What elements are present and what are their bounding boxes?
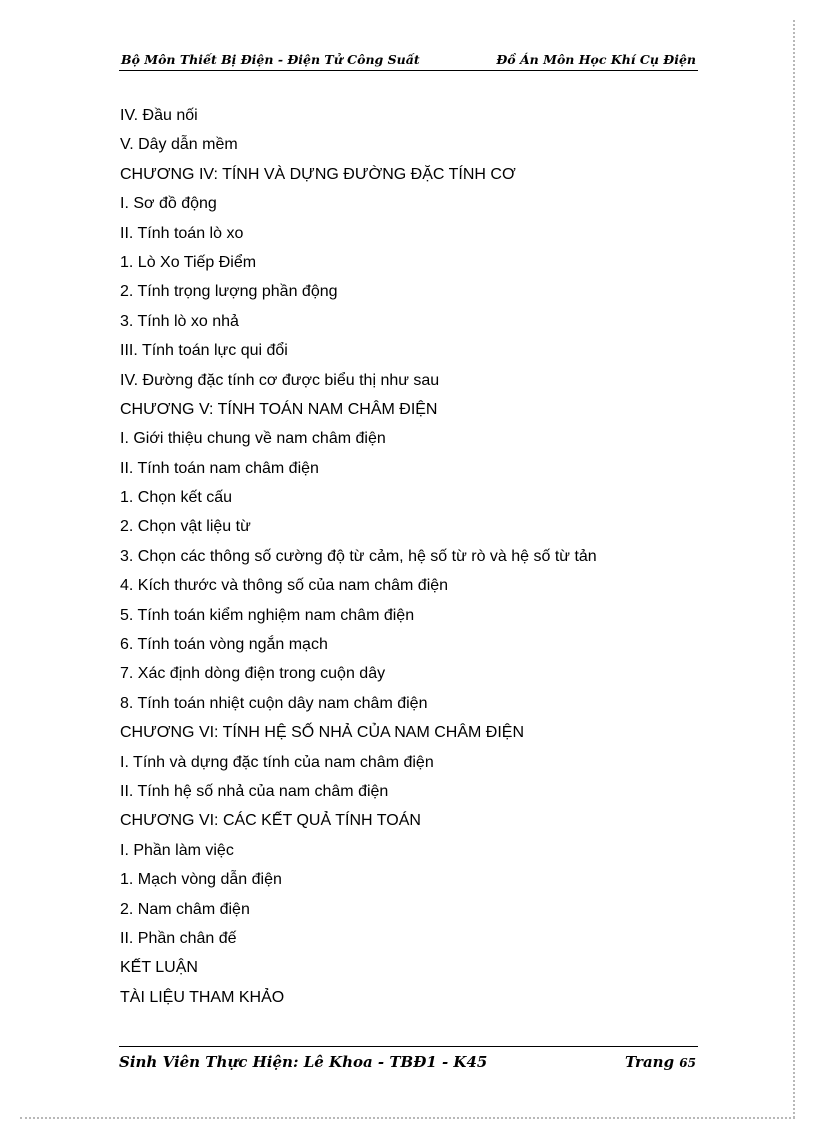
toc-entry: III. Tính toán lực qui đổi: [120, 342, 288, 360]
toc-entry: CHƯƠNG V: TÍNH TOÁN NAM CHÂM ĐIỆN: [120, 400, 438, 418]
page-border-right: [793, 20, 795, 1118]
toc-entry: 2. Chọn vật liệu từ: [120, 518, 251, 536]
toc-entry: I. Sơ đồ động: [120, 195, 217, 213]
table-of-contents: [120, 101, 720, 1012]
toc-entry: CHƯƠNG VI: CÁC KẾT QUẢ TÍNH TOÁN: [120, 812, 421, 830]
toc-entry: IV. Đường đặc tính cơ được biểu thị như sau: [120, 371, 440, 389]
footer-student: Sinh Viên Thực Hiện: Lê Khoa - TBĐ1 - K45: [119, 1053, 488, 1071]
toc-entry: 8. Tính toán nhiệt cuộn dây nam châm điện: [120, 694, 428, 712]
toc-entry: I. Phần làm việc: [120, 841, 234, 859]
toc-entry: 3. Chọn các thông số cường độ từ cảm, hệ số từ rò và hệ số từ tản: [120, 547, 597, 565]
toc-entry: 6. Tính toán vòng ngắn mạch: [120, 636, 328, 654]
toc-entry: I. Tính và dựng đặc tính của nam châm điện: [120, 753, 434, 771]
toc-entry: TÀI LIỆU THAM KHẢO: [120, 988, 285, 1006]
page-border-bottom: [20, 1117, 795, 1119]
toc-entry: II. Tính toán lò xo: [120, 224, 244, 242]
toc-entry: IV. Đầu nối: [120, 107, 198, 124]
header-department: Bộ Môn Thiết Bị Điện - Điện Tử Công Suất: [121, 52, 420, 67]
toc-entry: CHƯƠNG VI: TÍNH HỆ SỐ NHẢ CỦA NAM CHÂM ĐIỆN: [120, 724, 525, 742]
toc-entry: 3. Tính lò xo nhả: [120, 312, 239, 330]
page-header: [119, 50, 698, 71]
toc-entry: 2. Tính trọng lượng phần động: [120, 283, 338, 301]
toc-entry: 1. Mạch vòng dẫn điện: [120, 871, 282, 889]
footer-page: [625, 1053, 696, 1071]
toc-entry: II. Tính toán nam châm điện: [120, 459, 319, 477]
toc-entry: II. Tính hệ số nhả của nam châm điện: [120, 782, 389, 800]
toc-entry: 4. Kích thước và thông số của nam châm điện: [120, 577, 449, 595]
toc-entry: 1. Chọn kết cấu: [120, 489, 233, 507]
toc-entry: KẾT LUẬN: [120, 959, 198, 977]
toc-entry: 5. Tính toán kiểm nghiệm nam châm điện: [120, 606, 415, 624]
toc-entry: I. Giới thiệu chung về nam châm điện: [120, 430, 386, 448]
footer-page-label: Trang: [624, 1053, 675, 1071]
toc-entry: 7. Xác định dòng điện trong cuộn dây: [120, 665, 386, 683]
page-footer: [119, 1046, 698, 1077]
toc-entry: CHƯƠNG IV: TÍNH VÀ DỰNG ĐƯỜNG ĐẶC TÍNH CƠ: [120, 165, 516, 183]
toc-entry: II. Phần chân đế: [120, 929, 237, 947]
header-course-title: Đồ Án Môn Học Khí Cụ Điện: [496, 52, 696, 67]
toc-entry: 2. Nam châm điện: [120, 900, 250, 918]
footer-page-number: 65: [679, 1056, 696, 1070]
toc-entry: 1. Lò Xo Tiếp Điểm: [120, 253, 257, 271]
toc-entry: V. Dây dẫn mềm: [120, 136, 238, 154]
